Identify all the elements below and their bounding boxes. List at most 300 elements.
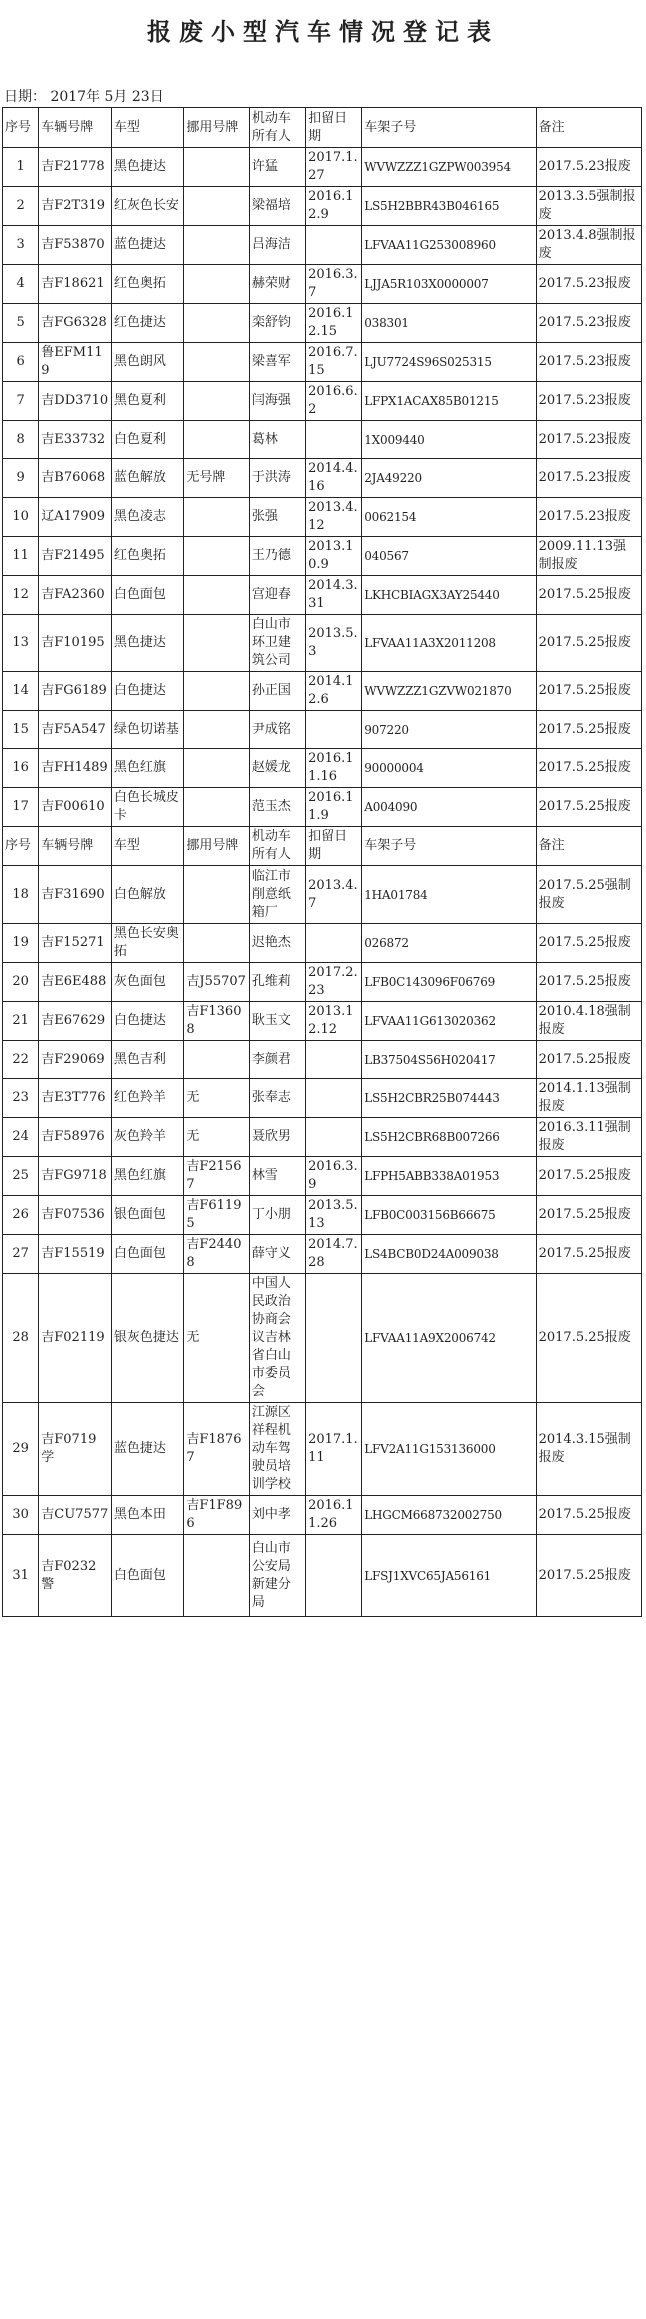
cell-remark: 2013.3.5强制报废: [536, 187, 641, 226]
table-row: [3, 1235, 642, 1274]
cell-reuse: [184, 226, 250, 265]
header-cell: 扣留日期: [306, 108, 362, 148]
header-row: [3, 827, 642, 866]
cell-owner: 林雪: [249, 1157, 305, 1196]
cell-seq: 27: [3, 1235, 39, 1274]
header-cell: 序号: [3, 108, 39, 148]
cell-owner: 刘中孝: [249, 1496, 305, 1535]
cell-frame: LS4BCB0D24A009038: [362, 1235, 536, 1274]
cell-owner: 临江市削意纸箱厂: [249, 866, 305, 924]
cell-plate: 吉B76068: [39, 459, 112, 498]
cell-seq: 10: [3, 498, 39, 537]
cell-owner: 梁喜军: [249, 343, 305, 382]
table-row: [3, 1118, 642, 1157]
cell-remark: 2017.5.25强制报废: [536, 866, 641, 924]
cell-owner: 迟艳杰: [249, 924, 305, 963]
table-row: [3, 672, 642, 711]
cell-frame: LB37504S56H020417: [362, 1041, 536, 1079]
cell-date: 2016.11.26: [306, 1496, 362, 1535]
cell-frame: 1X009440: [362, 421, 536, 459]
cell-frame: 2JA49220: [362, 459, 536, 498]
cell-model: 白色面包: [111, 1535, 184, 1617]
cell-frame: LFVAA11G613020362: [362, 1002, 536, 1041]
table-row: [3, 382, 642, 421]
cell-frame: LKHCBIAGX3AY25440: [362, 576, 536, 615]
cell-seq: 6: [3, 343, 39, 382]
cell-reuse: [184, 148, 250, 187]
cell-model: 黑色凌志: [111, 498, 184, 537]
cell-remark: 2013.4.8强制报废: [536, 226, 641, 265]
cell-plate: 吉F0719学: [39, 1403, 112, 1496]
cell-date: 2013.10.9: [306, 537, 362, 576]
table-row: [3, 187, 642, 226]
table-row: [3, 1079, 642, 1118]
cell-remark: 2017.5.25报废: [536, 672, 641, 711]
cell-seq: 29: [3, 1403, 39, 1496]
cell-date: 2013.5.13: [306, 1196, 362, 1235]
cell-remark: 2017.5.25报废: [536, 1535, 641, 1617]
cell-owner: 许猛: [249, 148, 305, 187]
cell-plate: 吉F21778: [39, 148, 112, 187]
cell-plate: 吉F07536: [39, 1196, 112, 1235]
cell-plate: 吉F31690: [39, 866, 112, 924]
cell-plate: 吉F58976: [39, 1118, 112, 1157]
cell-plate: 吉E33732: [39, 421, 112, 459]
cell-model: 蓝色捷达: [111, 1403, 184, 1496]
cell-model: 白色面包: [111, 1235, 184, 1274]
cell-reuse: [184, 421, 250, 459]
cell-frame: LFVAA11A3X2011208: [362, 615, 536, 672]
cell-reuse: 吉F13608: [184, 1002, 250, 1041]
cell-reuse: [184, 672, 250, 711]
cell-owner: 江源区祥程机动车驾驶员培训学校: [249, 1403, 305, 1496]
cell-plate: 吉CU7577: [39, 1496, 112, 1535]
cell-frame: LFB0C003156B66675: [362, 1196, 536, 1235]
registration-table: [2, 107, 642, 1617]
cell-seq: 8: [3, 421, 39, 459]
header-cell: 机动车所有人: [249, 108, 305, 148]
cell-model: 黑色捷达: [111, 148, 184, 187]
cell-reuse: [184, 749, 250, 788]
cell-seq: 18: [3, 866, 39, 924]
cell-seq: 2: [3, 187, 39, 226]
cell-owner: 于洪涛: [249, 459, 305, 498]
cell-owner: 吕海洁: [249, 226, 305, 265]
table-row: [3, 788, 642, 827]
cell-owner: 王乃德: [249, 537, 305, 576]
cell-frame: 026872: [362, 924, 536, 963]
cell-owner: 闫海强: [249, 382, 305, 421]
cell-owner: 梁福培: [249, 187, 305, 226]
cell-plate: 吉F10195: [39, 615, 112, 672]
cell-reuse: [184, 924, 250, 963]
cell-owner: 范玉杰: [249, 788, 305, 827]
cell-plate: 吉F15519: [39, 1235, 112, 1274]
cell-remark: 2017.5.25报废: [536, 924, 641, 963]
table-row: [3, 711, 642, 749]
cell-model: 白色长城皮卡: [111, 788, 184, 827]
cell-reuse: [184, 187, 250, 226]
cell-date: 2016.12.9: [306, 187, 362, 226]
cell-remark: 2017.5.25报废: [536, 1157, 641, 1196]
cell-seq: 11: [3, 537, 39, 576]
cell-model: 黑色夏利: [111, 382, 184, 421]
cell-reuse: [184, 1535, 250, 1617]
cell-remark: 2017.5.23报废: [536, 343, 641, 382]
cell-plate: 吉E67629: [39, 1002, 112, 1041]
header-cell: 车辆号牌: [39, 827, 112, 866]
cell-model: 黑色朗风: [111, 343, 184, 382]
cell-frame: 040567: [362, 537, 536, 576]
cell-plate: 吉F5A547: [39, 711, 112, 749]
cell-owner: 聂欣男: [249, 1118, 305, 1157]
cell-frame: LHGCM668732002750: [362, 1496, 536, 1535]
page-title: 报废小型汽车情况登记表: [147, 17, 499, 46]
header-cell: 挪用号牌: [184, 108, 250, 148]
header-cell: 序号: [3, 827, 39, 866]
cell-reuse: 吉F24408: [184, 1235, 250, 1274]
table-row: [3, 1274, 642, 1403]
cell-seq: 16: [3, 749, 39, 788]
cell-model: 红灰色长安: [111, 187, 184, 226]
table-row: [3, 1041, 642, 1079]
table-row: [3, 148, 642, 187]
cell-model: 白色解放: [111, 866, 184, 924]
cell-seq: 20: [3, 963, 39, 1002]
cell-model: 红色羚羊: [111, 1079, 184, 1118]
cell-frame: LS5H2CBR68B007266: [362, 1118, 536, 1157]
cell-remark: 2017.5.23报废: [536, 498, 641, 537]
table-row: [3, 343, 642, 382]
cell-reuse: [184, 265, 250, 304]
cell-plate: 吉FA2360: [39, 576, 112, 615]
cell-plate: 吉E6E488: [39, 963, 112, 1002]
table-row: [3, 963, 642, 1002]
cell-plate: 吉FH1489: [39, 749, 112, 788]
cell-owner: 耿玉文: [249, 1002, 305, 1041]
cell-owner: 薛守义: [249, 1235, 305, 1274]
cell-remark: 2017.5.23报废: [536, 459, 641, 498]
cell-date: [306, 1079, 362, 1118]
table-row: [3, 537, 642, 576]
header-cell: 备注: [536, 108, 641, 148]
cell-seq: 15: [3, 711, 39, 749]
cell-frame: LS5H2BBR43B046165: [362, 187, 536, 226]
cell-seq: 22: [3, 1041, 39, 1079]
cell-plate: 吉F02119: [39, 1274, 112, 1403]
cell-date: 2014.3.31: [306, 576, 362, 615]
cell-remark: 2016.3.11强制报废: [536, 1118, 641, 1157]
header-cell: 车型: [111, 108, 184, 148]
cell-reuse: 吉F1F896: [184, 1496, 250, 1535]
cell-model: 黑色吉利: [111, 1041, 184, 1079]
cell-owner: 丁小朋: [249, 1196, 305, 1235]
cell-model: 绿色切诺基: [111, 711, 184, 749]
table-row: [3, 1157, 642, 1196]
cell-frame: 0062154: [362, 498, 536, 537]
cell-remark: 2014.3.15强制报废: [536, 1403, 641, 1496]
cell-reuse: 无: [184, 1118, 250, 1157]
cell-seq: 30: [3, 1496, 39, 1535]
cell-frame: LFPH5ABB338A01953: [362, 1157, 536, 1196]
cell-seq: 12: [3, 576, 39, 615]
cell-reuse: [184, 537, 250, 576]
cell-owner: 赵媛龙: [249, 749, 305, 788]
cell-model: 红色奥拓: [111, 537, 184, 576]
cell-model: 银灰色捷达: [111, 1274, 184, 1403]
cell-remark: 2017.5.25报废: [536, 711, 641, 749]
header-cell: 车架子号: [362, 108, 536, 148]
cell-model: 红色奥拓: [111, 265, 184, 304]
table-row: [3, 498, 642, 537]
cell-reuse: [184, 382, 250, 421]
cell-owner: 栾舒钧: [249, 304, 305, 343]
cell-plate: 吉FG6189: [39, 672, 112, 711]
cell-plate: 辽A17909: [39, 498, 112, 537]
cell-seq: 17: [3, 788, 39, 827]
cell-remark: 2017.5.23报废: [536, 304, 641, 343]
cell-owner: 张强: [249, 498, 305, 537]
table-row: [3, 924, 642, 963]
cell-plate: 鲁EFM119: [39, 343, 112, 382]
cell-model: 白色捷达: [111, 1002, 184, 1041]
cell-date: 2016.7.15: [306, 343, 362, 382]
cell-frame: 90000004: [362, 749, 536, 788]
cell-remark: 2017.5.25报废: [536, 788, 641, 827]
cell-remark: 2017.5.25报废: [536, 1196, 641, 1235]
cell-seq: 13: [3, 615, 39, 672]
header-cell: 车辆号牌: [39, 108, 112, 148]
cell-seq: 4: [3, 265, 39, 304]
cell-date: 2016.11.16: [306, 749, 362, 788]
cell-frame: WVWZZZ1GZPW003954: [362, 148, 536, 187]
header-cell: 备注: [536, 827, 641, 866]
cell-reuse: 无: [184, 1274, 250, 1403]
cell-reuse: [184, 304, 250, 343]
cell-reuse: 吉F18767: [184, 1403, 250, 1496]
table-row: [3, 1196, 642, 1235]
cell-seq: 5: [3, 304, 39, 343]
cell-seq: 28: [3, 1274, 39, 1403]
cell-frame: LS5H2CBR25B074443: [362, 1079, 536, 1118]
cell-model: 蓝色解放: [111, 459, 184, 498]
table-row: [3, 265, 642, 304]
table-row: [3, 1002, 642, 1041]
cell-plate: 吉F53870: [39, 226, 112, 265]
cell-reuse: [184, 866, 250, 924]
cell-remark: 2017.5.25报废: [536, 576, 641, 615]
cell-seq: 21: [3, 1002, 39, 1041]
header-row: [3, 108, 642, 148]
header-cell: 机动车所有人: [249, 827, 305, 866]
cell-date: 2013.4.7: [306, 866, 362, 924]
cell-remark: 2010.4.18强制报废: [536, 1002, 641, 1041]
cell-date: [306, 711, 362, 749]
cell-reuse: [184, 343, 250, 382]
cell-remark: 2009.11.13强制报废: [536, 537, 641, 576]
cell-model: 黑色捷达: [111, 615, 184, 672]
cell-reuse: 吉F21567: [184, 1157, 250, 1196]
cell-owner: 李颜君: [249, 1041, 305, 1079]
cell-date: 2017.1.11: [306, 1403, 362, 1496]
cell-remark: 2017.5.25报废: [536, 963, 641, 1002]
cell-seq: 9: [3, 459, 39, 498]
cell-model: 灰色面包: [111, 963, 184, 1002]
cell-plate: 吉FG6328: [39, 304, 112, 343]
table-row: [3, 866, 642, 924]
cell-plate: 吉F15271: [39, 924, 112, 963]
cell-reuse: 吉F61195: [184, 1196, 250, 1235]
cell-date: 2016.3.9: [306, 1157, 362, 1196]
cell-plate: 吉DD3710: [39, 382, 112, 421]
cell-frame: 038301: [362, 304, 536, 343]
cell-reuse: [184, 498, 250, 537]
cell-model: 灰色羚羊: [111, 1118, 184, 1157]
report-date: 日期： 2017年 5月 23日: [4, 89, 164, 105]
cell-date: 2017.1.27: [306, 148, 362, 187]
cell-frame: LJU7724S96S025315: [362, 343, 536, 382]
cell-reuse: [184, 1041, 250, 1079]
cell-plate: 吉F18621: [39, 265, 112, 304]
table-row: [3, 1535, 642, 1617]
cell-plate: 吉F2T319: [39, 187, 112, 226]
cell-seq: 23: [3, 1079, 39, 1118]
cell-frame: 1HA01784: [362, 866, 536, 924]
cell-model: 白色捷达: [111, 672, 184, 711]
cell-plate: 吉F0232警: [39, 1535, 112, 1617]
cell-frame: LJJA5R103X0000007: [362, 265, 536, 304]
cell-model: 银色面包: [111, 1196, 184, 1235]
table-row: [3, 615, 642, 672]
cell-frame: WVWZZZ1GZVW021870: [362, 672, 536, 711]
table-row: [3, 1496, 642, 1535]
cell-plate: 吉F00610: [39, 788, 112, 827]
cell-plate: 吉F29069: [39, 1041, 112, 1079]
cell-remark: 2017.5.25报废: [536, 1274, 641, 1403]
cell-owner: 孙正国: [249, 672, 305, 711]
cell-frame: 907220: [362, 711, 536, 749]
table-row: [3, 226, 642, 265]
cell-remark: 2017.5.25报废: [536, 1235, 641, 1274]
cell-remark: 2017.5.25报废: [536, 615, 641, 672]
cell-date: 2014.7.28: [306, 1235, 362, 1274]
cell-seq: 14: [3, 672, 39, 711]
cell-model: 黑色长安奥拓: [111, 924, 184, 963]
cell-frame: LFVAA11G253008960: [362, 226, 536, 265]
cell-seq: 24: [3, 1118, 39, 1157]
cell-date: 2016.12.15: [306, 304, 362, 343]
cell-date: [306, 924, 362, 963]
cell-model: 黑色本田: [111, 1496, 184, 1535]
cell-remark: 2017.5.25报废: [536, 749, 641, 788]
table-row: [3, 304, 642, 343]
cell-date: 2013.5.3: [306, 615, 362, 672]
cell-date: 2016.3.7: [306, 265, 362, 304]
cell-seq: 31: [3, 1535, 39, 1617]
cell-plate: 吉F21495: [39, 537, 112, 576]
cell-model: 蓝色捷达: [111, 226, 184, 265]
cell-model: 白色面包: [111, 576, 184, 615]
cell-owner: 宫迎春: [249, 576, 305, 615]
cell-owner: 白山市公安局新建分局: [249, 1535, 305, 1617]
cell-owner: 中国人民政治协商会议吉林省白山市委员会: [249, 1274, 305, 1403]
header-cell: 扣留日期: [306, 827, 362, 866]
table-row: [3, 459, 642, 498]
cell-date: 2014.12.6: [306, 672, 362, 711]
cell-frame: LFSJ1XVC65JA56161: [362, 1535, 536, 1617]
header-cell: 车架子号: [362, 827, 536, 866]
cell-frame: LFV2A11G153136000: [362, 1403, 536, 1496]
cell-owner: 尹成铭: [249, 711, 305, 749]
cell-model: 红色捷达: [111, 304, 184, 343]
cell-date: [306, 226, 362, 265]
cell-remark: 2017.5.23报废: [536, 382, 641, 421]
cell-remark: 2017.5.25报废: [536, 1041, 641, 1079]
cell-date: 2017.2.23: [306, 963, 362, 1002]
cell-remark: 2017.5.23报废: [536, 421, 641, 459]
table-body: [3, 108, 642, 1617]
cell-reuse: 吉J55707: [184, 963, 250, 1002]
cell-reuse: 无: [184, 1079, 250, 1118]
cell-date: 2016.11.9: [306, 788, 362, 827]
cell-reuse: [184, 788, 250, 827]
cell-date: [306, 421, 362, 459]
cell-owner: 白山市环卫建筑公司: [249, 615, 305, 672]
cell-seq: 3: [3, 226, 39, 265]
cell-reuse: [184, 711, 250, 749]
table-row: [3, 576, 642, 615]
cell-model: 黑色红旗: [111, 749, 184, 788]
table-row: [3, 1403, 642, 1496]
cell-date: 2014.4.16: [306, 459, 362, 498]
cell-date: 2013.4.12: [306, 498, 362, 537]
cell-frame: A004090: [362, 788, 536, 827]
cell-seq: 1: [3, 148, 39, 187]
cell-seq: 26: [3, 1196, 39, 1235]
cell-remark: 2017.5.23报废: [536, 265, 641, 304]
cell-plate: 吉E3T776: [39, 1079, 112, 1118]
table-row: [3, 749, 642, 788]
cell-reuse: [184, 576, 250, 615]
cell-owner: 孔维莉: [249, 963, 305, 1002]
cell-seq: 7: [3, 382, 39, 421]
cell-remark: 2014.1.13强制报废: [536, 1079, 641, 1118]
cell-date: [306, 1535, 362, 1617]
cell-date: [306, 1118, 362, 1157]
cell-seq: 25: [3, 1157, 39, 1196]
table-row: [3, 421, 642, 459]
cell-date: 2013.12.12: [306, 1002, 362, 1041]
cell-owner: 葛林: [249, 421, 305, 459]
cell-seq: 19: [3, 924, 39, 963]
cell-frame: LFPX1ACAX85B01215: [362, 382, 536, 421]
cell-reuse: 无号牌: [184, 459, 250, 498]
cell-date: [306, 1274, 362, 1403]
cell-owner: 赫荣财: [249, 265, 305, 304]
cell-model: 白色夏利: [111, 421, 184, 459]
cell-date: [306, 1041, 362, 1079]
header-cell: 车型: [111, 827, 184, 866]
cell-remark: 2017.5.25报废: [536, 1496, 641, 1535]
cell-remark: 2017.5.23报废: [536, 148, 641, 187]
cell-frame: LFB0C143096F06769: [362, 963, 536, 1002]
header-cell: 挪用号牌: [184, 827, 250, 866]
cell-frame: LFVAA11A9X2006742: [362, 1274, 536, 1403]
cell-reuse: [184, 615, 250, 672]
cell-plate: 吉FG9718: [39, 1157, 112, 1196]
cell-date: 2016.6.2: [306, 382, 362, 421]
cell-owner: 张奉志: [249, 1079, 305, 1118]
